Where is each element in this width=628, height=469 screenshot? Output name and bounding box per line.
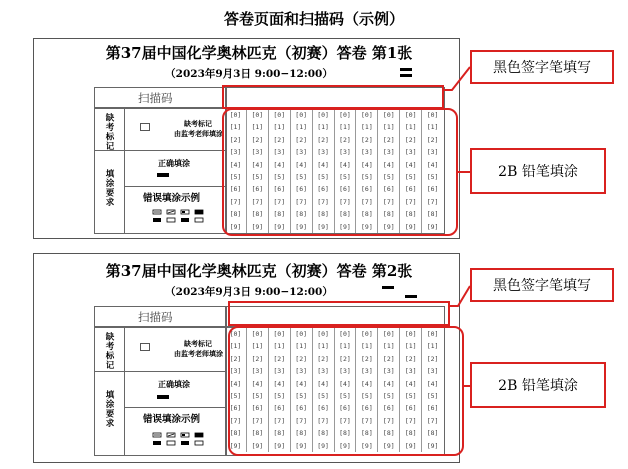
digit-bubble[interactable]: [4] <box>295 379 308 388</box>
digit-bubble[interactable]: [4] <box>426 160 439 169</box>
scan-code-label: 扫描码 <box>138 310 173 324</box>
digit-bubble[interactable]: [5] <box>361 391 373 400</box>
digit-bubble[interactable]: [5] <box>382 172 395 181</box>
digit-bubble[interactable]: [7] <box>273 197 286 206</box>
digit-bubble[interactable]: [4] <box>339 160 351 169</box>
digit-bubble[interactable]: [9] <box>426 441 439 450</box>
absent-mark-header: 缺考标记 <box>104 113 114 151</box>
callout-2b-pencil: 2B 铅笔填涂 <box>470 362 606 408</box>
digit-bubble[interactable]: [6] <box>251 185 264 194</box>
digit-bubble[interactable]: [2] <box>317 354 329 363</box>
digit-bubble[interactable]: [8] <box>295 210 308 219</box>
digit-bubble[interactable]: [8] <box>317 429 329 438</box>
digit-bubble[interactable]: [2] <box>339 135 351 144</box>
digit-bubble[interactable]: [6] <box>317 404 329 413</box>
digit-bubble[interactable]: [1] <box>317 342 329 351</box>
digit-bubble[interactable]: [7] <box>273 416 286 425</box>
digit-bubble[interactable]: [9] <box>317 441 329 450</box>
page-caption: 答卷页面和扫描码（示例） <box>223 10 404 28</box>
digit-bubble[interactable]: [3] <box>361 367 373 376</box>
digit-bubble[interactable]: [2] <box>251 135 264 144</box>
digit-bubble[interactable]: [4] <box>361 160 373 169</box>
digit-bubble[interactable]: [0] <box>295 330 308 338</box>
digit-bubble[interactable]: [4] <box>426 379 439 388</box>
digit-bubble[interactable]: [5] <box>295 172 308 181</box>
digit-bubble[interactable]: [1] <box>361 342 373 351</box>
digit-bubble[interactable]: [1] <box>251 342 264 351</box>
digit-bubble[interactable]: [0] <box>251 111 264 119</box>
digit-bubble[interactable]: [4] <box>382 379 395 388</box>
digit-bubble[interactable]: [8] <box>339 210 351 219</box>
digit-bubble[interactable]: [7] <box>229 197 242 206</box>
sheet-title: 第37届中国化学奥林匹克（初赛）答卷 第2张 <box>105 262 413 280</box>
digit-bubble[interactable]: [5] <box>339 391 351 400</box>
digit-bubble[interactable]: [7] <box>317 197 329 206</box>
digit-bubble[interactable]: [1] <box>426 342 439 351</box>
digit-bubble[interactable]: [3] <box>404 148 417 157</box>
digit-bubble[interactable]: [9] <box>251 441 264 450</box>
digit-bubble[interactable]: [6] <box>295 185 308 194</box>
digit-bubble[interactable]: [0] <box>251 330 264 338</box>
digit-bubble[interactable]: [1] <box>404 123 417 132</box>
digit-bubble[interactable]: [7] <box>426 416 439 425</box>
digit-bubble[interactable]: [0] <box>273 330 286 338</box>
digit-bubble[interactable]: [6] <box>295 404 308 413</box>
digit-bubble[interactable]: [7] <box>251 197 264 206</box>
digit-bubble[interactable]: [6] <box>361 404 373 413</box>
digit-bubble[interactable]: [7] <box>361 197 373 206</box>
digit-bubble[interactable]: [6] <box>251 404 264 413</box>
digit-bubble[interactable]: [1] <box>361 123 373 132</box>
digit-bubble[interactable]: [7] <box>339 197 351 206</box>
digit-bubble[interactable]: [1] <box>426 123 439 132</box>
digit-bubble[interactable]: [4] <box>229 379 242 388</box>
digit-bubble[interactable]: [5] <box>339 172 351 181</box>
digit-bubble[interactable]: [3] <box>273 367 286 376</box>
digit-bubble[interactable]: [1] <box>404 342 417 351</box>
digit-bubble[interactable]: [2] <box>361 135 373 144</box>
digit-bubble[interactable]: [2] <box>317 135 329 144</box>
digit-bubble[interactable]: [5] <box>426 391 439 400</box>
digit-bubble[interactable]: [7] <box>251 416 264 425</box>
digit-bubble[interactable]: [9] <box>361 222 373 231</box>
digit-bubble[interactable]: [9] <box>273 222 286 231</box>
digit-bubble[interactable]: [3] <box>317 367 329 376</box>
digit-bubble[interactable]: [3] <box>426 367 439 376</box>
fill-requirements-header: 填涂要求 <box>104 169 114 207</box>
digit-bubble[interactable]: [7] <box>295 416 308 425</box>
digit-bubble[interactable]: [3] <box>295 367 308 376</box>
digit-bubble[interactable]: [0] <box>295 111 308 119</box>
digit-bubble[interactable]: [8] <box>382 429 395 438</box>
digit-bubble[interactable]: [9] <box>339 441 351 450</box>
digit-bubble[interactable]: [5] <box>273 391 286 400</box>
digit-bubble[interactable]: [0] <box>382 111 395 119</box>
digit-bubble[interactable]: [0] <box>361 111 373 119</box>
digit-bubble[interactable]: [6] <box>317 185 329 194</box>
digit-bubble[interactable]: [8] <box>382 210 395 219</box>
digit-bubble[interactable]: [2] <box>382 135 395 144</box>
digit-bubble[interactable]: [3] <box>426 148 439 157</box>
absent-note: 缺考标记 由监考老师填涂 <box>174 339 223 358</box>
digit-bubble[interactable]: [0] <box>229 330 242 338</box>
digit-bubble[interactable]: [7] <box>404 416 417 425</box>
digit-bubble[interactable]: [7] <box>382 197 395 206</box>
digit-bubble[interactable]: [1] <box>339 123 351 132</box>
digit-bubble[interactable]: [6] <box>426 404 439 413</box>
exam-date: （2023年9月3日 9:00−12:00） <box>165 286 333 298</box>
digit-bubble[interactable]: [9] <box>229 441 242 450</box>
digit-bubble[interactable]: [6] <box>339 185 351 194</box>
digit-bubble[interactable]: [3] <box>251 148 264 157</box>
absent-note: 缺考标记 由监考老师填涂 <box>174 119 223 138</box>
digit-bubble[interactable]: [8] <box>426 429 439 438</box>
digit-bubble[interactable]: [0] <box>339 330 351 338</box>
digit-bubble[interactable]: [8] <box>229 429 242 438</box>
scan-code-label: 扫描码 <box>138 91 173 105</box>
digit-bubble[interactable]: [7] <box>426 197 439 206</box>
digit-bubble[interactable]: [4] <box>251 160 264 169</box>
digit-bubble[interactable]: [1] <box>229 123 242 132</box>
wrong-fill-label: 错误填涂示例 <box>143 193 201 204</box>
digit-bubble[interactable]: [8] <box>404 210 417 219</box>
digit-bubble[interactable]: [3] <box>251 367 264 376</box>
digit-bubble[interactable]: [3] <box>382 367 395 376</box>
digit-bubble[interactable]: [3] <box>339 367 351 376</box>
digit-bubble[interactable]: [0] <box>426 330 439 338</box>
digit-bubble[interactable]: [0] <box>317 111 329 119</box>
digit-bubble[interactable]: [8] <box>361 429 373 438</box>
digit-bubble[interactable]: [2] <box>251 354 264 363</box>
digit-bubble[interactable]: [0] <box>317 330 329 338</box>
digit-bubble[interactable]: [2] <box>273 135 286 144</box>
digit-bubble[interactable]: [9] <box>382 222 395 231</box>
digit-bubble[interactable]: [1] <box>382 123 395 132</box>
exam-date: （2023年9月3日 9:00−12:00） <box>165 68 333 80</box>
digit-bubble[interactable]: [2] <box>404 135 417 144</box>
digit-bubble[interactable]: [0] <box>404 111 417 119</box>
digit-bubble[interactable]: [6] <box>404 185 417 194</box>
digit-bubble[interactable]: [5] <box>251 391 264 400</box>
digit-bubble[interactable]: [5] <box>229 172 242 181</box>
digit-bubble[interactable]: [5] <box>382 391 395 400</box>
digit-bubble[interactable]: [0] <box>361 330 373 338</box>
sheet-title: 第37届中国化学奥林匹克（初赛）答卷 第1张 <box>105 44 413 62</box>
digit-bubble[interactable]: [1] <box>339 342 351 351</box>
digit-bubble[interactable]: [0] <box>382 330 395 338</box>
digit-bubble[interactable]: [5] <box>404 391 417 400</box>
digit-bubble[interactable]: [8] <box>229 210 242 219</box>
correct-fill-label: 正确填涂 <box>158 379 190 389</box>
digit-bubble[interactable]: [1] <box>229 342 242 351</box>
correct-fill-label: 正确填涂 <box>158 158 190 168</box>
digit-bubble[interactable]: [6] <box>229 185 242 194</box>
callout-sign-pen: 黑色签字笔填写 <box>470 50 614 84</box>
digit-bubble[interactable]: [9] <box>426 222 439 231</box>
digit-bubble[interactable]: [4] <box>404 379 417 388</box>
digit-bubble[interactable]: [5] <box>273 172 286 181</box>
digit-bubble[interactable]: [5] <box>426 172 439 181</box>
digit-bubble[interactable]: [7] <box>404 197 417 206</box>
digit-bubble[interactable]: [9] <box>382 441 395 450</box>
digit-bubble[interactable]: [2] <box>339 354 351 363</box>
digit-bubble[interactable]: [7] <box>317 416 329 425</box>
digit-bubble[interactable]: [6] <box>382 404 395 413</box>
absent-mark-header: 缺考标记 <box>104 332 114 370</box>
digit-bubble[interactable]: [8] <box>426 210 439 219</box>
digit-bubble[interactable]: [9] <box>229 222 242 231</box>
digit-bubble[interactable]: [0] <box>229 111 242 119</box>
digit-bubble[interactable]: [6] <box>382 185 395 194</box>
digit-bubble[interactable]: [4] <box>251 379 264 388</box>
digit-bubble[interactable]: [7] <box>229 416 242 425</box>
digit-bubble[interactable]: [8] <box>273 429 286 438</box>
callout-sign-pen: 黑色签字笔填写 <box>470 268 614 302</box>
digit-bubble[interactable]: [5] <box>361 172 373 181</box>
digit-bubble[interactable]: [8] <box>339 429 351 438</box>
digit-bubble[interactable]: [1] <box>317 123 329 132</box>
digit-bubble[interactable]: [9] <box>404 441 417 450</box>
digit-bubble[interactable]: [2] <box>229 135 242 144</box>
digit-bubble[interactable]: [4] <box>317 379 329 388</box>
digit-bubble[interactable]: [6] <box>273 404 286 413</box>
digit-bubble[interactable]: [2] <box>404 354 417 363</box>
digit-bubble[interactable]: [8] <box>317 210 329 219</box>
digit-bubble[interactable]: [9] <box>251 222 264 231</box>
digit-bubble[interactable]: [4] <box>273 160 286 169</box>
digit-bubble[interactable]: [1] <box>295 342 308 351</box>
digit-bubble[interactable]: [4] <box>382 160 395 169</box>
digit-bubble[interactable]: [7] <box>361 416 373 425</box>
digit-bubble[interactable]: [3] <box>229 148 242 157</box>
digit-bubble[interactable]: [7] <box>339 416 351 425</box>
digit-bubble[interactable]: [9] <box>295 441 308 450</box>
digit-bubble[interactable]: [2] <box>295 135 308 144</box>
digit-bubble[interactable]: [1] <box>382 342 395 351</box>
digit-bubble[interactable]: [6] <box>361 185 373 194</box>
digit-bubble[interactable]: [8] <box>404 429 417 438</box>
digit-bubble[interactable]: [2] <box>273 354 286 363</box>
digit-bubble[interactable]: [3] <box>361 148 373 157</box>
digit-bubble[interactable]: [5] <box>229 391 242 400</box>
callout-2b-pencil: 2B 铅笔填涂 <box>470 148 606 194</box>
digit-bubble[interactable]: [9] <box>273 441 286 450</box>
digit-bubble[interactable]: [6] <box>339 404 351 413</box>
digit-bubble[interactable]: [5] <box>251 172 264 181</box>
digit-bubble[interactable]: [4] <box>339 379 351 388</box>
digit-bubble[interactable]: [3] <box>295 148 308 157</box>
digit-bubble[interactable]: [2] <box>361 354 373 363</box>
digit-bubble[interactable]: [4] <box>229 160 242 169</box>
digit-bubble[interactable]: [0] <box>404 330 417 338</box>
digit-bubble[interactable]: [4] <box>361 379 373 388</box>
digit-bubble[interactable]: [9] <box>295 222 308 231</box>
digit-bubble[interactable]: [3] <box>339 148 351 157</box>
digit-bubble[interactable]: [3] <box>404 367 417 376</box>
digit-bubble[interactable]: [9] <box>361 441 373 450</box>
digit-bubble[interactable]: [8] <box>361 210 373 219</box>
digit-bubble[interactable]: [5] <box>404 172 417 181</box>
digit-bubble[interactable]: [5] <box>295 391 308 400</box>
digit-bubble[interactable]: [9] <box>317 222 329 231</box>
digit-bubble[interactable]: [0] <box>339 111 351 119</box>
digit-bubble[interactable]: [6] <box>273 185 286 194</box>
digit-bubble[interactable]: [6] <box>229 404 242 413</box>
digit-bubble[interactable]: [1] <box>273 123 286 132</box>
digit-bubble[interactable]: [8] <box>251 429 264 438</box>
digit-bubble[interactable]: [2] <box>426 135 439 144</box>
digit-bubble[interactable]: [0] <box>426 111 439 119</box>
digit-bubble[interactable]: [1] <box>251 123 264 132</box>
digit-bubble[interactable]: [6] <box>404 404 417 413</box>
digit-bubble[interactable]: [5] <box>317 391 329 400</box>
digit-bubble[interactable]: [4] <box>317 160 329 169</box>
digit-bubble[interactable]: [8] <box>295 429 308 438</box>
fill-requirements-header: 填涂要求 <box>104 390 114 428</box>
digit-bubble[interactable]: [4] <box>404 160 417 169</box>
digit-bubble[interactable]: [2] <box>382 354 395 363</box>
wrong-fill-label: 错误填涂示例 <box>143 414 201 425</box>
digit-bubble[interactable]: [3] <box>317 148 329 157</box>
digit-bubble[interactable]: [8] <box>273 210 286 219</box>
digit-bubble[interactable]: [6] <box>426 185 439 194</box>
digit-bubble[interactable]: [9] <box>339 222 351 231</box>
digit-bubble[interactable]: [7] <box>295 197 308 206</box>
digit-bubble[interactable]: [0] <box>273 111 286 119</box>
digit-bubble[interactable]: [3] <box>229 367 242 376</box>
digit-bubble[interactable]: [1] <box>273 342 286 351</box>
digit-bubble[interactable]: [8] <box>251 210 264 219</box>
digit-bubble[interactable]: [2] <box>295 354 308 363</box>
digit-bubble[interactable]: [2] <box>426 354 439 363</box>
digit-bubble[interactable]: [4] <box>295 160 308 169</box>
digit-bubble[interactable]: [4] <box>273 379 286 388</box>
digit-bubble[interactable]: [7] <box>382 416 395 425</box>
digit-bubble[interactable]: [1] <box>295 123 308 132</box>
digit-bubble[interactable]: [3] <box>382 148 395 157</box>
digit-bubble[interactable]: [9] <box>404 222 417 231</box>
digit-bubble[interactable]: [5] <box>317 172 329 181</box>
digit-bubble[interactable]: [3] <box>273 148 286 157</box>
digit-bubble[interactable]: [2] <box>229 354 242 363</box>
